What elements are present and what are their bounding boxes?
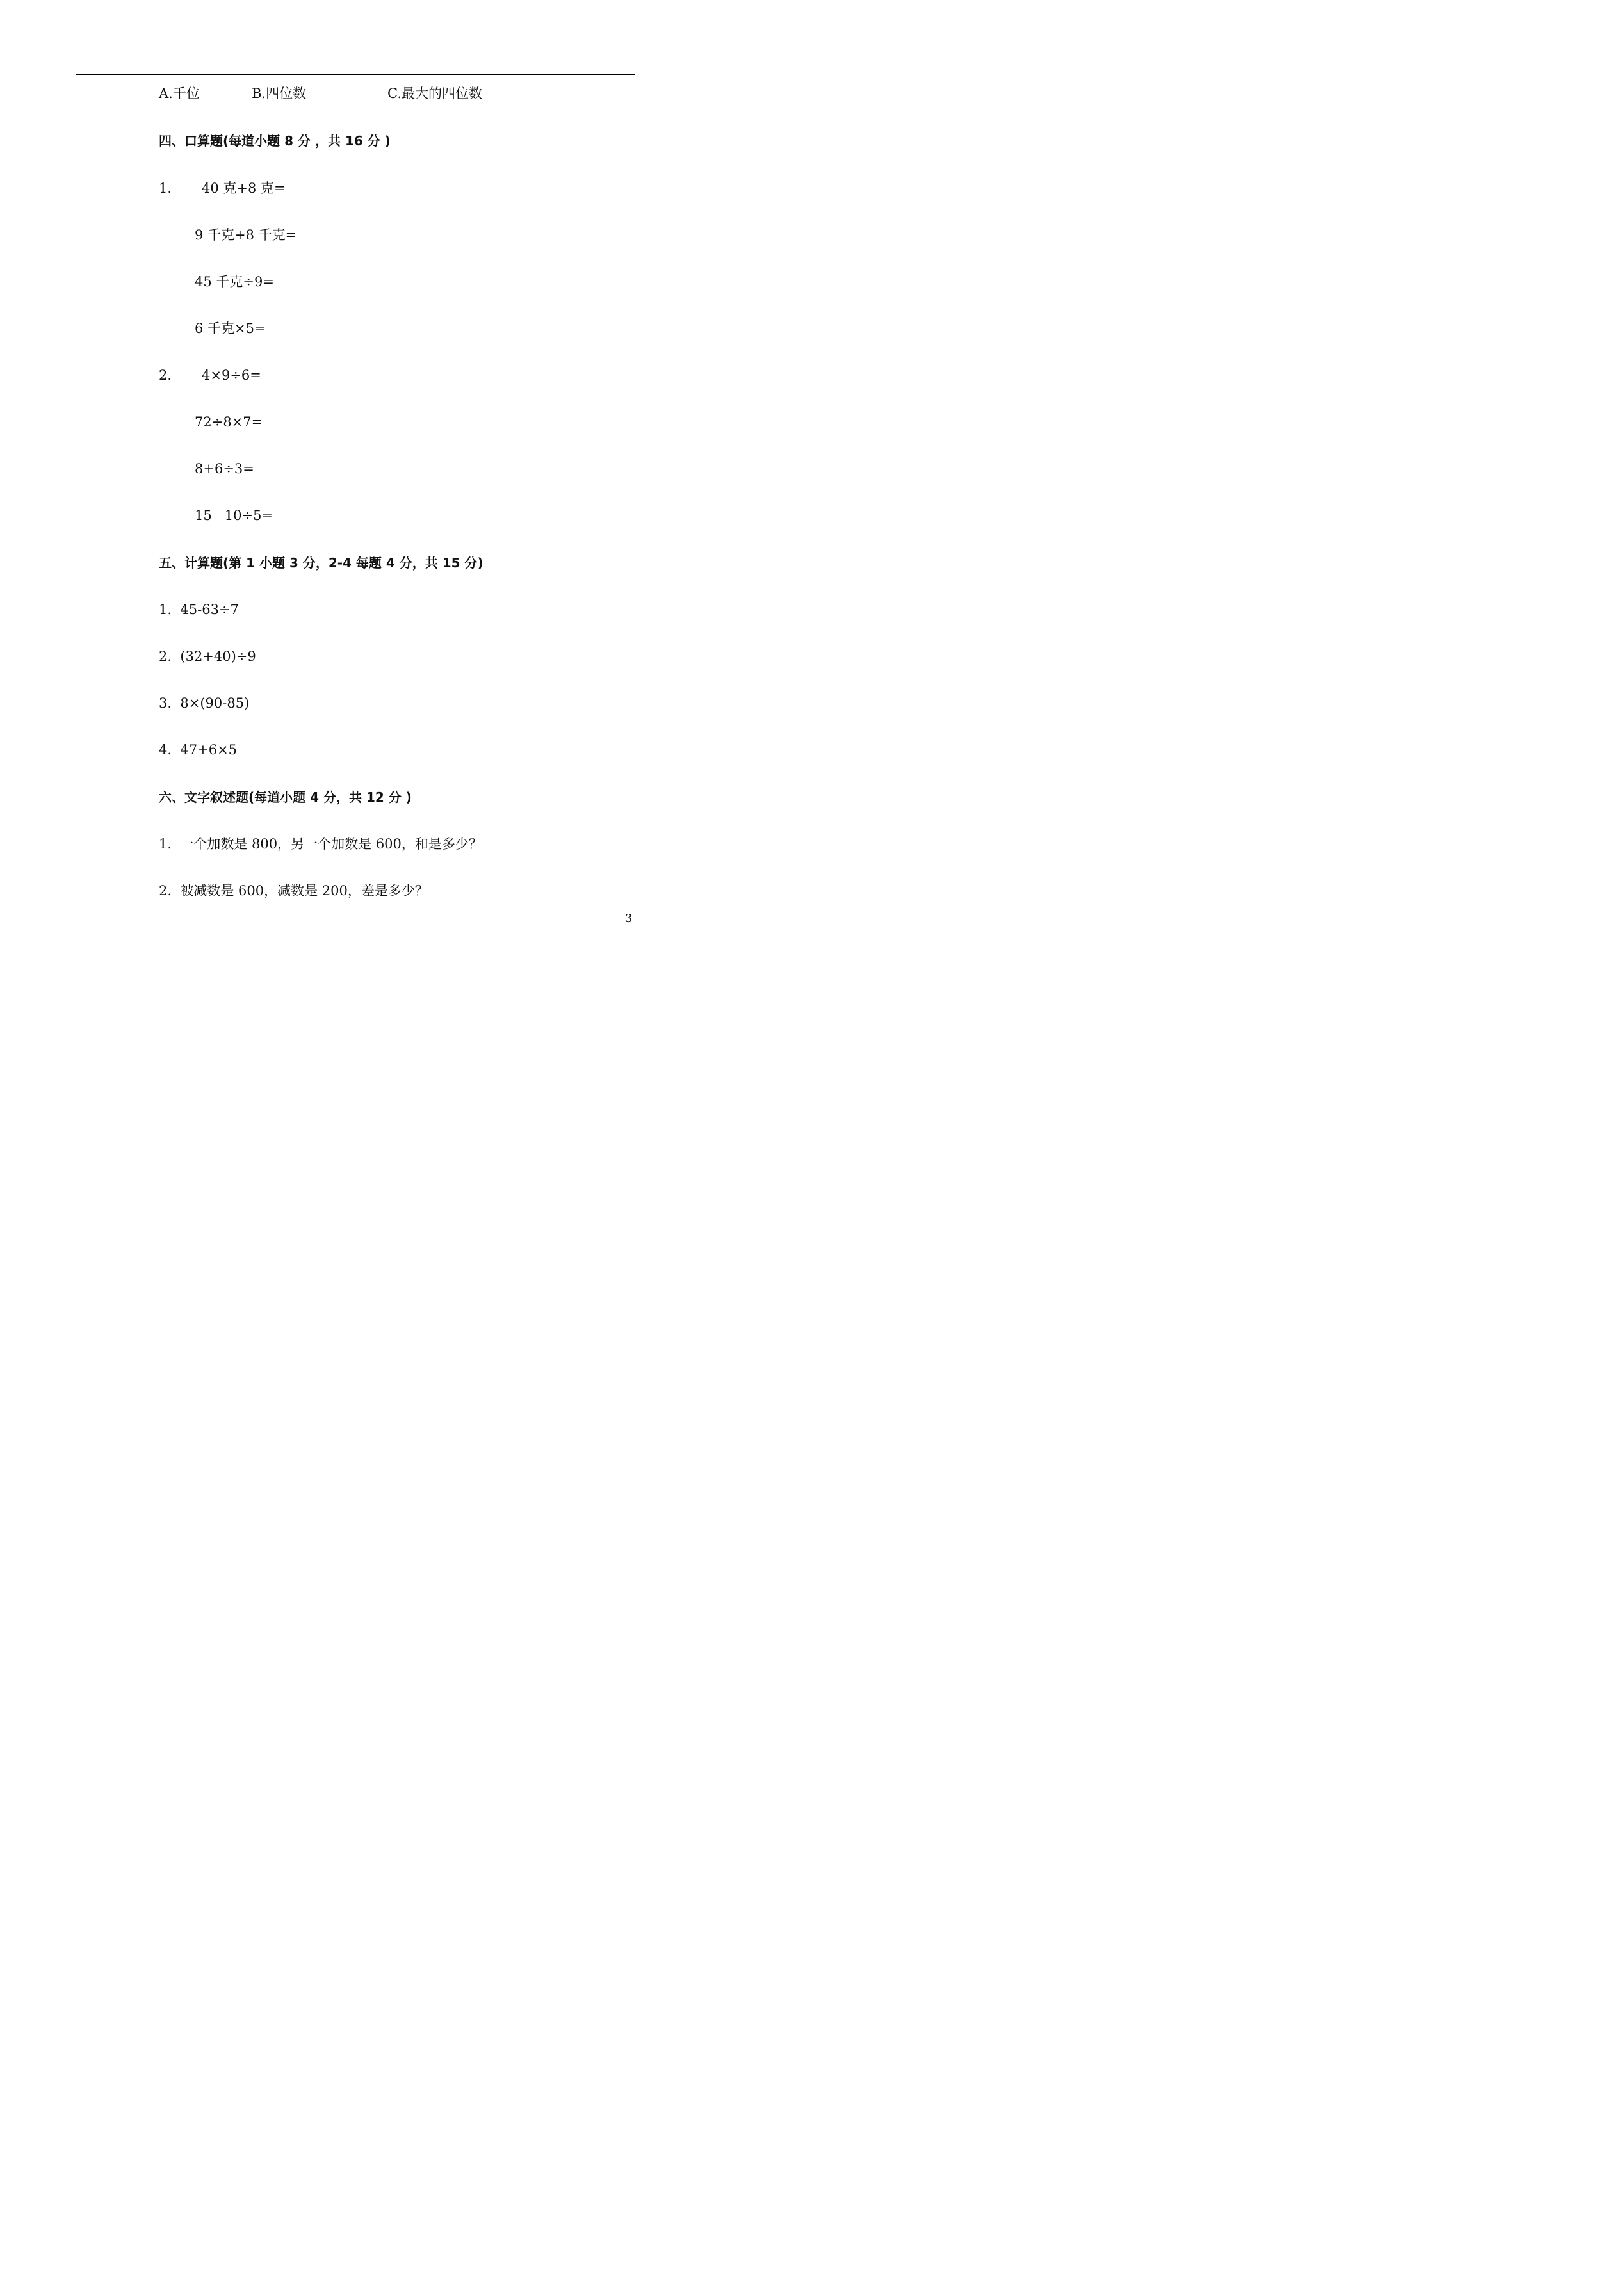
- calc-item: 4. 47+6×5: [159, 742, 238, 758]
- calc-item: 2. (32+40)÷9: [159, 649, 256, 664]
- q1-item: 6 千克×5=: [195, 321, 266, 336]
- q1-item: 40 克+8 克=: [202, 181, 286, 196]
- choice-a: A.千位: [159, 86, 200, 101]
- word-problem: 2. 被减数是 600，减数是 200，差是多少？: [159, 883, 428, 898]
- q2-item: 72÷8×7=: [195, 414, 263, 430]
- page-number: 3: [625, 912, 633, 925]
- q2-item: 8+6÷3=: [195, 461, 254, 476]
- q1-item: 9 千克+8 千克=: [195, 227, 297, 243]
- section6-heading: 六、文字叙述题(每道小题 4 分，共 12 分 ): [159, 790, 412, 805]
- q1-number: 1.: [159, 181, 172, 196]
- word-problem: 1. 一个加数是 800，另一个加数是 600，和是多少？: [159, 836, 482, 852]
- section4-heading: 四、口算题(每道小题 8 分 ，共 16 分 ): [159, 133, 391, 149]
- top-rule: [76, 74, 635, 75]
- q2-item: 4×9÷6=: [202, 368, 261, 383]
- choice-c: C.最大的四位数: [387, 86, 482, 101]
- section5-heading: 五、计算题(第 1 小题 3 分，2-4 每题 4 分，共 15 分): [159, 555, 483, 571]
- q1-item: 45 千克÷9=: [195, 274, 274, 289]
- calc-item: 3. 8×(90-85): [159, 695, 250, 711]
- q2-number: 2.: [159, 368, 172, 383]
- q2-item: 15 10÷5=: [195, 508, 273, 523]
- calc-item: 1. 45-63÷7: [159, 602, 239, 617]
- choice-b: B.四位数: [252, 86, 307, 101]
